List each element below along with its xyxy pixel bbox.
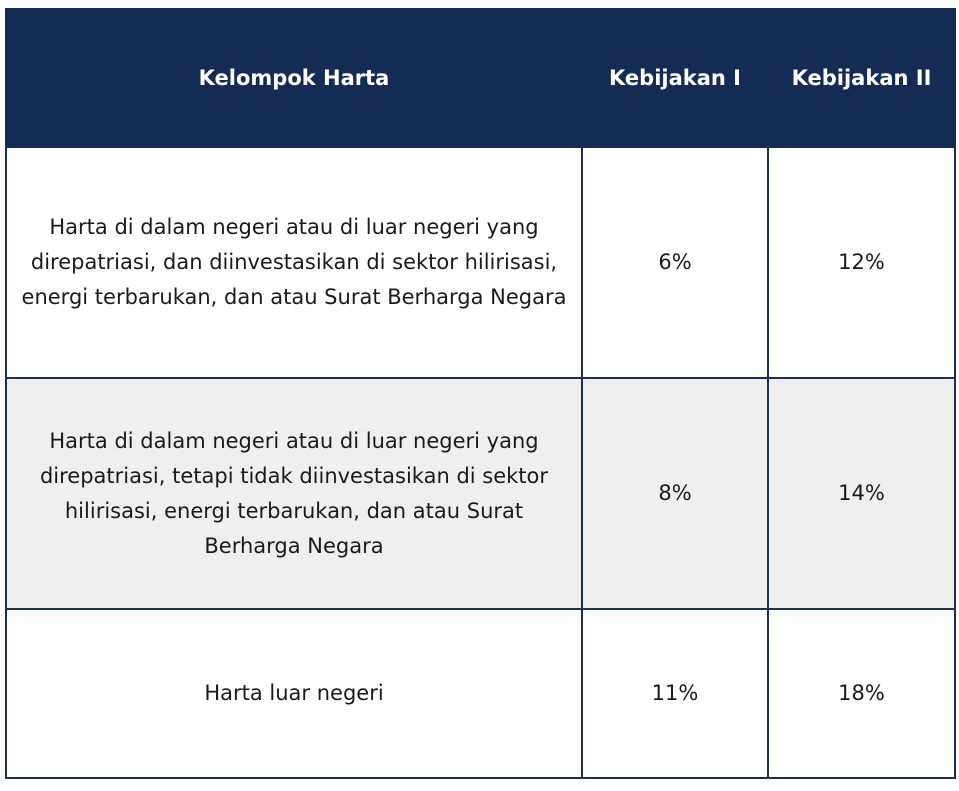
table-header-row (6, 9, 955, 147)
policy-1-rate-cell: 8% (582, 378, 768, 609)
policy-2-rate-cell: 12% (768, 147, 955, 378)
policy-1-rate-cell: 6% (582, 147, 768, 378)
tax-rate-table (5, 8, 956, 779)
asset-group-cell: Harta di dalam negeri atau di luar negeri yang direpatriasi, tetapi tidak diinvestasikan di sektor hilirisasi, energi terbarukan, dan atau Surat Berharga Negara (6, 378, 582, 609)
header-kebijakan-1: Kebijakan I (582, 9, 768, 147)
table-row (6, 147, 955, 378)
header-kebijakan-2: Kebijakan II (768, 9, 955, 147)
table-row (6, 609, 955, 778)
policy-1-rate-cell: 11% (582, 609, 768, 778)
table-row (6, 378, 955, 609)
header-kelompok-harta: Kelompok Harta (6, 9, 582, 147)
asset-group-cell: Harta luar negeri (6, 609, 582, 778)
policy-2-rate-cell: 14% (768, 378, 955, 609)
asset-group-cell: Harta di dalam negeri atau di luar negeri yang direpatriasi, dan diinvestasikan di sektor hilirisasi, energi terbarukan, dan atau Surat Berharga Negara (6, 147, 582, 378)
policy-2-rate-cell: 18% (768, 609, 955, 778)
